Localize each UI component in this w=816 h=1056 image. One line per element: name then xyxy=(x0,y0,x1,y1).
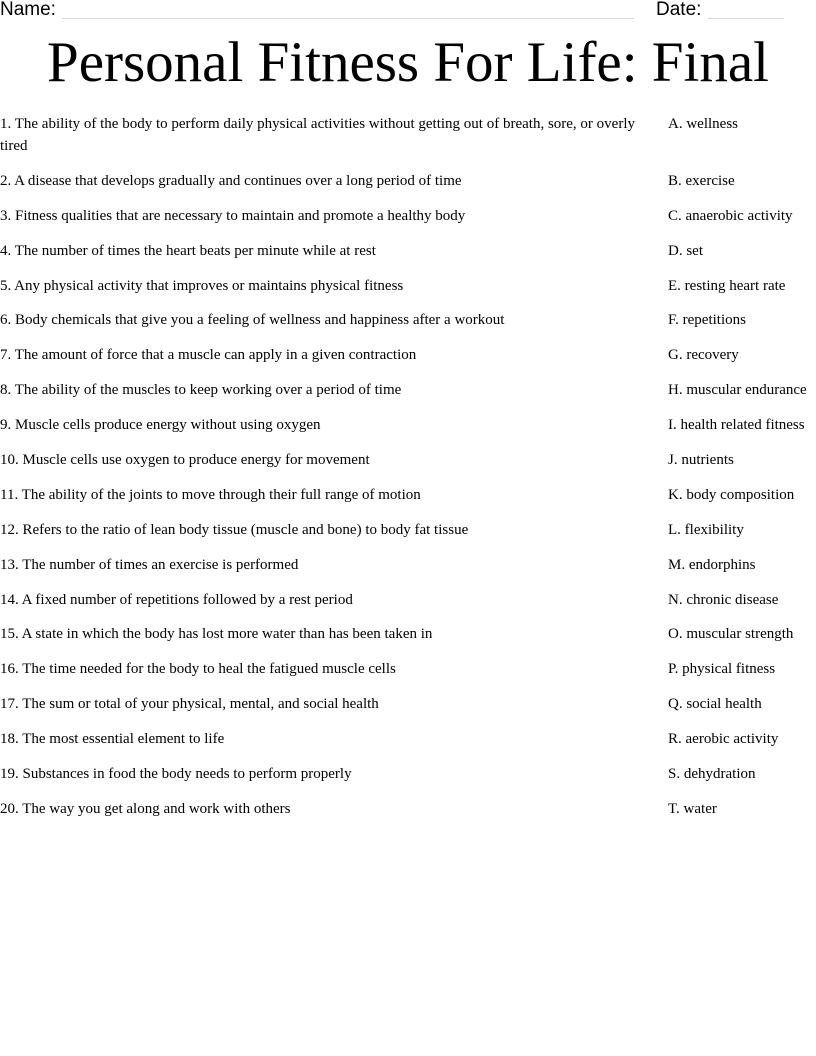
question-text: 14. A fixed number of repetitions followed by a rest period xyxy=(0,591,353,608)
answer-option: I. health related fitness xyxy=(668,417,805,434)
question-text: 8. The ability of the muscles to keep working over a period of time xyxy=(0,382,402,399)
question-text: 16. The time needed for the body to heal the fatigued muscle cells xyxy=(0,661,396,678)
answer-option: R. aerobic activity xyxy=(668,731,779,748)
matching-list xyxy=(0,113,816,833)
list-item xyxy=(0,344,816,366)
name-field-line xyxy=(62,18,634,19)
date-field-line xyxy=(708,18,784,19)
question-text: 12. Refers to the ratio of lean body tissue (muscle and bone) to body fat tissue xyxy=(0,521,469,538)
header xyxy=(0,0,816,24)
list-item xyxy=(0,240,816,262)
answer-option: M. endorphins xyxy=(668,556,756,573)
answer-option: O. muscular strength xyxy=(668,626,794,643)
answer-option: F. repetitions xyxy=(668,312,746,329)
answer-option: Q. social health xyxy=(668,696,762,713)
answer-option: H. muscular endurance xyxy=(668,382,807,399)
list-item xyxy=(0,763,816,785)
answer-option: A. wellness xyxy=(668,116,738,132)
question-text: 6. Body chemicals that give you a feeling of wellness and happiness after a workout xyxy=(0,312,505,329)
answer-option: G. recovery xyxy=(668,347,739,364)
question-text: 9. Muscle cells produce energy without using oxygen xyxy=(0,417,321,434)
list-item xyxy=(0,205,816,227)
list-item xyxy=(0,170,816,192)
answer-option: K. body composition xyxy=(668,486,795,503)
list-item xyxy=(0,554,816,576)
list-item xyxy=(0,589,816,611)
list-item xyxy=(0,484,816,506)
question-text: 20. The way you get along and work with others xyxy=(0,800,291,817)
answer-option: E. resting heart rate xyxy=(668,277,786,294)
question-text: 7. The amount of force that a muscle can apply in a given contraction xyxy=(0,347,417,364)
list-item xyxy=(0,623,816,645)
question-text: 18. The most essential element to life xyxy=(0,731,225,748)
question-text: 19. Substances in food the body needs to perform properly xyxy=(0,766,352,783)
answer-option: N. chronic disease xyxy=(668,591,779,608)
list-item xyxy=(0,113,816,157)
list-item xyxy=(0,275,816,297)
question-text: 13. The number of times an exercise is performed xyxy=(0,556,299,573)
list-item xyxy=(0,449,816,471)
answer-option: B. exercise xyxy=(668,172,735,189)
list-item xyxy=(0,728,816,750)
answer-option: T. water xyxy=(668,800,717,817)
list-item xyxy=(0,693,816,715)
list-item xyxy=(0,658,816,680)
list-item xyxy=(0,414,816,436)
name-label: Name: xyxy=(0,0,56,20)
list-item xyxy=(0,379,816,401)
question-text: 10. Muscle cells use oxygen to produce energy for movement xyxy=(0,452,370,469)
question-text: 2. A disease that develops gradually and continues over a long period of time xyxy=(0,172,462,189)
answer-option: D. set xyxy=(668,242,703,259)
list-item xyxy=(0,519,816,541)
page-title: Personal Fitness For Life: Final xyxy=(47,31,769,94)
answer-option: C. anaerobic activity xyxy=(668,207,793,224)
date-label: Date: xyxy=(656,0,702,20)
question-text: 3. Fitness qualities that are necessary to maintain and promote a healthy body xyxy=(0,207,466,224)
answer-option: L. flexibility xyxy=(668,521,744,538)
answer-option: J. nutrients xyxy=(668,452,734,469)
question-text: 11. The ability of the joints to move through their full range of motion xyxy=(0,486,421,503)
question-text: 5. Any physical activity that improves or maintains physical fitness xyxy=(0,277,404,294)
list-item xyxy=(0,798,816,820)
answer-option: S. dehydration xyxy=(668,766,756,783)
list-item xyxy=(0,309,816,331)
question-text: 17. The sum or total of your physical, mental, and social health xyxy=(0,696,379,713)
question-text: 4. The number of times the heart beats per minute while at rest xyxy=(0,242,376,259)
question-text: 15. A state in which the body has lost more water than has been taken in xyxy=(0,626,433,643)
question-text: 1. The ability of the body to perform daily physical activities without getting out of breath, sore, or overly tired xyxy=(0,116,635,154)
answer-option: P. physical fitness xyxy=(668,661,776,678)
